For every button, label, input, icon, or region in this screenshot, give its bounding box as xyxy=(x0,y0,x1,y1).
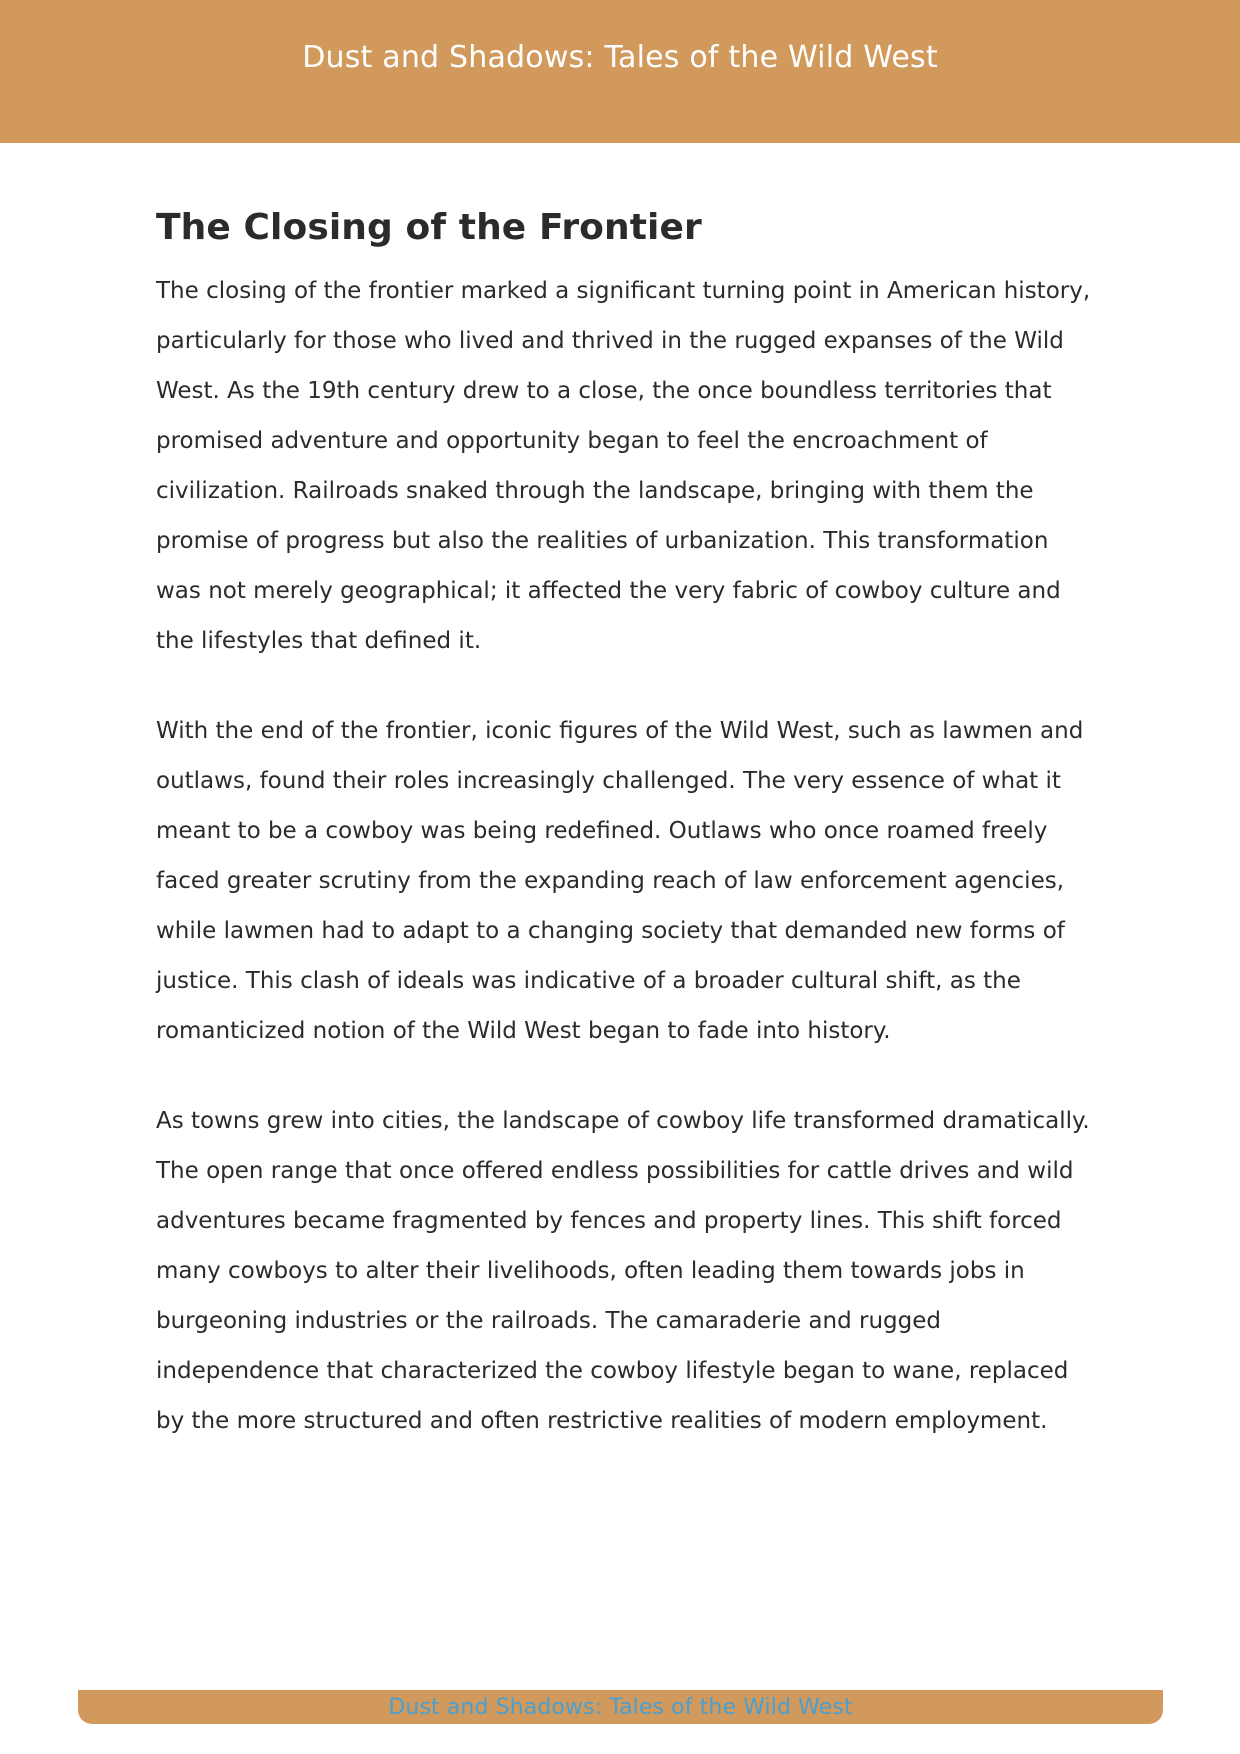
book-title: Dust and Shadows: Tales of the Wild West xyxy=(302,40,938,75)
chapter-content xyxy=(156,200,1096,1486)
page-footer xyxy=(78,1690,1163,1724)
footer-title: Dust and Shadows: Tales of the Wild West xyxy=(388,1694,853,1720)
chapter-paragraph-3: As towns grew into cities, the landscape of cowboy life transformed dramatically. The open range that once offered endless possibilities for cattle drives and wild adventures became fragmented by fences and property lines. This shift forced many cowboys to alter their livelihoods, often leading them towards jobs in burgeoning industries or the railroads. The camaraderie and rugged independence that characterized the cowboy lifestyle began to wane, replaced by the more structured and often restrictive realities of modern employment. xyxy=(156,1108,1090,1434)
chapter-paragraph-2: With the end of the frontier, iconic figures of the Wild West, such as lawmen and outlaws, found their roles increasingly challenged. The very essence of what it meant to be a cowboy was being redefined. Outlaws who once roamed freely faced greater scrutiny from the expanding reach of law enforcement agencies, while lawmen had to adapt to a changing society that demanded new forms of justice. This clash of ideals was indicative of a broader cultural shift, as the romanticized notion of the Wild West began to fade into history. xyxy=(156,718,1084,1044)
page-header xyxy=(0,0,1240,143)
chapter-paragraph-1: The closing of the frontier marked a significant turning point in American history, particularly for those who lived and thrived in the rugged expanses of the Wild West. As the 19th century drew to a close, the once boundless territories that promised adventure and opportunity began to feel the encroachment of civilization. Railroads snaked through the landscape, bringing with them the promise of progress but also the realities of urbanization. This transformation was not merely geographical; it affected the very fabric of cowboy culture and the lifestyles that defined it. xyxy=(156,278,1091,654)
chapter-title: The Closing of the Frontier xyxy=(156,207,702,248)
